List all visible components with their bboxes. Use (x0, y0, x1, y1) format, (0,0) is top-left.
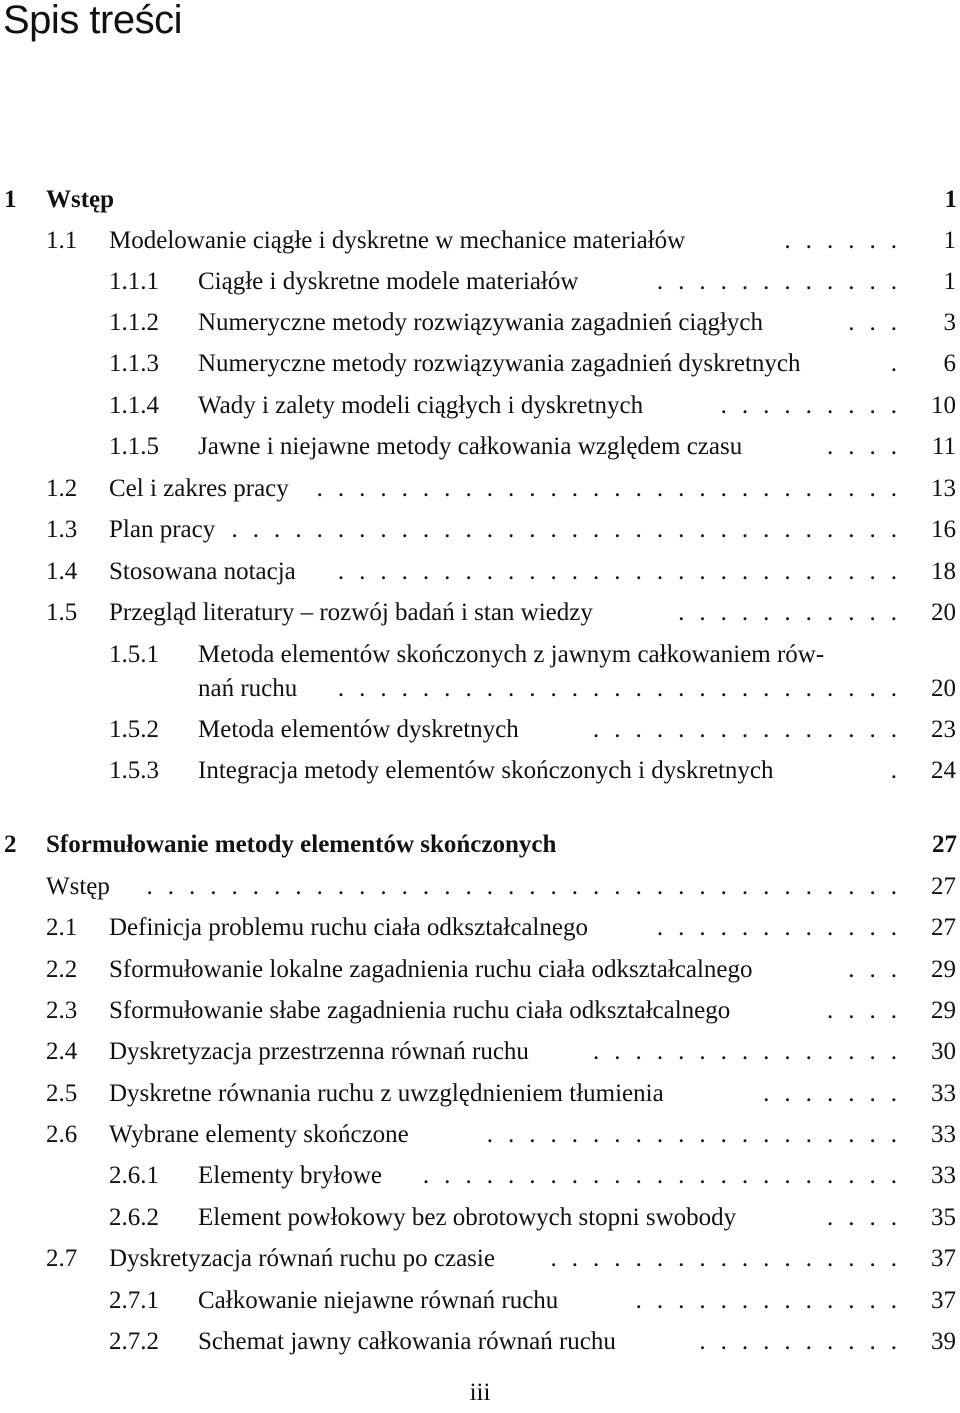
toc-number: 2.6 (46, 1121, 78, 1148)
toc-entry-wstep[interactable] (0, 867, 960, 907)
toc-page-number: 27 (932, 831, 957, 858)
toc-page-number: 6 (943, 350, 956, 377)
toc-number: 1.1.4 (109, 392, 159, 419)
toc-page-number: 29 (931, 997, 956, 1024)
toc-entry-2-6-2[interactable] (0, 1198, 960, 1238)
toc-leader-dots: . . . . (826, 997, 897, 1024)
toc-entry-1-5-1[interactable] (0, 635, 960, 717)
toc-entry-1-1-4[interactable] (0, 386, 960, 426)
toc-title: Sformułowanie słabe zagadnienia ruchu ciała odkształcalnego (109, 997, 731, 1024)
toc-title: Wstęp (46, 186, 115, 213)
toc-number: 1.1 (46, 227, 78, 254)
toc-page-number: 1 (944, 186, 957, 213)
toc-number: 1.3 (46, 516, 78, 543)
toc-entry-1-1-5[interactable] (0, 427, 960, 467)
toc-number: 2.3 (46, 997, 78, 1024)
toc-title: Integracja metody elementów skończonych i dyskretnych (198, 757, 774, 784)
toc-leader-dots: . . . . . . . . . . . . . . . . . . . . . . . (422, 1162, 897, 1189)
toc-leader-dots: . . . (848, 956, 897, 983)
toc-title: Całkowanie niejawne równań ruchu (198, 1287, 559, 1314)
page-title: Spis treści (3, 0, 182, 42)
toc-leader-dots: . . . . . . . . . . . . (656, 914, 897, 941)
toc-page-number: 1 (943, 268, 956, 295)
toc-leader-dots: . . . . (826, 433, 897, 460)
toc-number: 1.5 (46, 599, 78, 626)
toc-page-number: 37 (931, 1245, 956, 1272)
toc-entry-1-3[interactable] (0, 510, 960, 550)
toc-leader-dots: . (890, 757, 897, 784)
toc-title: Wybrane elementy skończone (109, 1121, 409, 1148)
toc-leader-dots: . . . . . . . . . . . . (656, 268, 897, 295)
toc-leader-dots: . . . . . . . . . . . . . . . . . . . . . . . . . . . . . . . . (231, 516, 897, 543)
toc-leader-dots: . . . . . . . . . . . . . . . . . . . . . . . . . . . . . . . . . . . . (146, 873, 897, 900)
toc-entry-1-1-3[interactable] (0, 344, 960, 384)
toc-number: 2.5 (46, 1080, 78, 1107)
toc-entry-2-7[interactable] (0, 1239, 960, 1279)
toc-leader-dots: . (890, 350, 897, 377)
toc-leader-dots: . . . . . . . . . . . . . . . . . . . . . . . . . . . (337, 675, 897, 702)
toc-title-continued: nań ruchu (198, 675, 298, 702)
toc-leader-dots: . . . . . . . . . . . . . . . (593, 716, 897, 743)
toc-title: Wstęp (46, 873, 110, 900)
toc-title: Przegląd literatury – rozwój badań i stan wiedzy (109, 599, 593, 626)
toc-page-number: 10 (931, 392, 956, 419)
toc-leader-dots: . . . . . . . . . . . . . (635, 1287, 897, 1314)
toc-number: 2.6.2 (109, 1204, 159, 1231)
toc-number: 2.4 (46, 1038, 78, 1065)
toc-number: 2 (4, 831, 17, 858)
toc-title: Sformułowanie lokalne zagadnienia ruchu ciała odkształcalnego (109, 956, 753, 983)
toc-title: Dyskretyzacja równań ruchu po czasie (109, 1245, 495, 1272)
toc-page-number: 33 (931, 1121, 956, 1148)
toc-page-number: 37 (931, 1287, 956, 1314)
toc-leader-dots: . . . . . . . . . . . (678, 599, 897, 626)
toc-entry-1-1-2[interactable] (0, 303, 960, 343)
toc-entry-1-5-3[interactable] (0, 751, 960, 791)
toc-entry-1-4[interactable] (0, 552, 960, 592)
toc-entry-2-6-1[interactable] (0, 1156, 960, 1196)
toc-chapter-1[interactable] (0, 180, 960, 220)
toc-entry-2-3[interactable] (0, 991, 960, 1031)
toc-number: 2.2 (46, 956, 78, 983)
toc-title: Definicja problemu ruchu ciała odkształcalnego (109, 914, 588, 941)
toc-title: Metoda elementów dyskretnych (198, 716, 519, 743)
toc-title: Element powłokowy bez obrotowych stopni swobody (198, 1204, 737, 1231)
toc-page-number: 30 (931, 1038, 956, 1065)
toc-title: Metoda elementów skończonych z jawnym całkowaniem rów- (198, 641, 825, 668)
toc-number: 2.6.1 (109, 1162, 159, 1189)
toc-page-number: 39 (931, 1328, 956, 1355)
toc-chapter-2[interactable] (0, 825, 960, 865)
toc-page-number: 18 (931, 558, 956, 585)
toc-title: Cel i zakres pracy (109, 475, 289, 502)
toc-page-number: 27 (931, 873, 956, 900)
toc-page-number: 33 (931, 1080, 956, 1107)
toc-leader-dots: . . . . . . . . . . . . . . . (593, 1038, 897, 1065)
toc-number: 1.4 (46, 558, 78, 585)
toc-entry-2-6[interactable] (0, 1115, 960, 1155)
toc-entry-1-1-1[interactable] (0, 262, 960, 302)
toc-leader-dots: . . . . . . . . . . . . . . . . . . . . . . . . . . . . (316, 475, 897, 502)
toc-leader-dots: . . . . . . . . . . . . . . . . . . . . . . . . . . . (337, 558, 897, 585)
toc-title: Dyskretyzacja przestrzenna równań ruchu (109, 1038, 529, 1065)
toc-number: 1 (4, 186, 17, 213)
toc-leader-dots: . . . . . . . . . . (699, 1328, 897, 1355)
toc-leader-dots: . . . . . . . . . (720, 392, 897, 419)
toc-title: Stosowana notacja (109, 558, 296, 585)
toc-number: 1.1.5 (109, 433, 159, 460)
toc-title: Jawne i niejawne metody całkowania względem czasu (198, 433, 743, 460)
toc-leader-dots: . . . . . . (784, 227, 897, 254)
toc-number: 1.5.3 (109, 757, 159, 784)
toc-entry-2-1[interactable] (0, 908, 960, 948)
toc-entry-1-2[interactable] (0, 469, 960, 509)
toc-number: 2.7.1 (109, 1287, 159, 1314)
toc-title: Modelowanie ciągłe i dyskretne w mechanice materiałów (109, 227, 686, 254)
toc-title: Wady i zalety modeli ciągłych i dyskretnych (198, 392, 644, 419)
toc-title: Numeryczne metody rozwiązywania zagadnień dyskretnych (198, 350, 801, 377)
toc-page-number: 23 (931, 716, 956, 743)
toc-title: Ciągłe i dyskretne modele materiałów (198, 268, 579, 295)
toc-number: 1.1.3 (109, 350, 159, 377)
toc-page-number: 3 (943, 309, 956, 336)
toc-page-number: 33 (931, 1162, 956, 1189)
toc-entry-2-4[interactable] (0, 1032, 960, 1072)
toc-page-number: 16 (931, 516, 956, 543)
toc-number: 2.1 (46, 914, 78, 941)
toc-entry-1-1[interactable] (0, 221, 960, 261)
toc-number: 1.1.1 (109, 268, 159, 295)
toc-number: 2.7.2 (109, 1328, 159, 1355)
toc-entry-2-5[interactable] (0, 1074, 960, 1114)
toc-leader-dots: . . . . . . . . . . . . . . . . . . . . (486, 1121, 897, 1148)
toc-leader-dots: . . . . (826, 1204, 897, 1231)
toc-number: 1.1.2 (109, 309, 159, 336)
toc-page-number: 24 (931, 757, 956, 784)
toc-entry-2-7-1[interactable] (0, 1281, 960, 1321)
toc-page-number: 35 (931, 1204, 956, 1231)
toc-entry-2-7-2[interactable] (0, 1322, 960, 1362)
toc-title: Numeryczne metody rozwiązywania zagadnień ciągłych (198, 309, 764, 336)
toc-page-number: 27 (931, 914, 956, 941)
toc-title: Sformułowanie metody elementów skończonych (46, 831, 557, 858)
page-number-footer: iii (469, 1379, 491, 1406)
toc-page-number: 20 (931, 675, 956, 702)
toc-title: Elementy bryłowe (198, 1162, 382, 1189)
toc-number: 1.5.2 (109, 716, 159, 743)
toc-leader-dots: . . . (848, 309, 897, 336)
toc-entry-1-5[interactable] (0, 593, 960, 633)
toc-title: Plan pracy (109, 516, 216, 543)
toc-entry-1-5-2[interactable] (0, 710, 960, 750)
toc-page-number: 20 (931, 599, 956, 626)
toc-page-number: 1 (943, 227, 956, 254)
toc-leader-dots: . . . . . . . (763, 1080, 897, 1107)
toc-entry-2-2[interactable] (0, 950, 960, 990)
toc-page-number: 29 (931, 956, 956, 983)
toc-leader-dots: . . . . . . . . . . . . . . . . . (550, 1245, 897, 1272)
toc-number: 2.7 (46, 1245, 78, 1272)
toc-page-number: 11 (931, 433, 956, 460)
toc-number: 1.2 (46, 475, 78, 502)
toc-title: Schemat jawny całkowania równań ruchu (198, 1328, 616, 1355)
toc-title: Dyskretne równania ruchu z uwzględnieniem tłumienia (109, 1080, 664, 1107)
toc-number: 1.5.1 (109, 641, 159, 668)
toc-page-number: 13 (931, 475, 956, 502)
